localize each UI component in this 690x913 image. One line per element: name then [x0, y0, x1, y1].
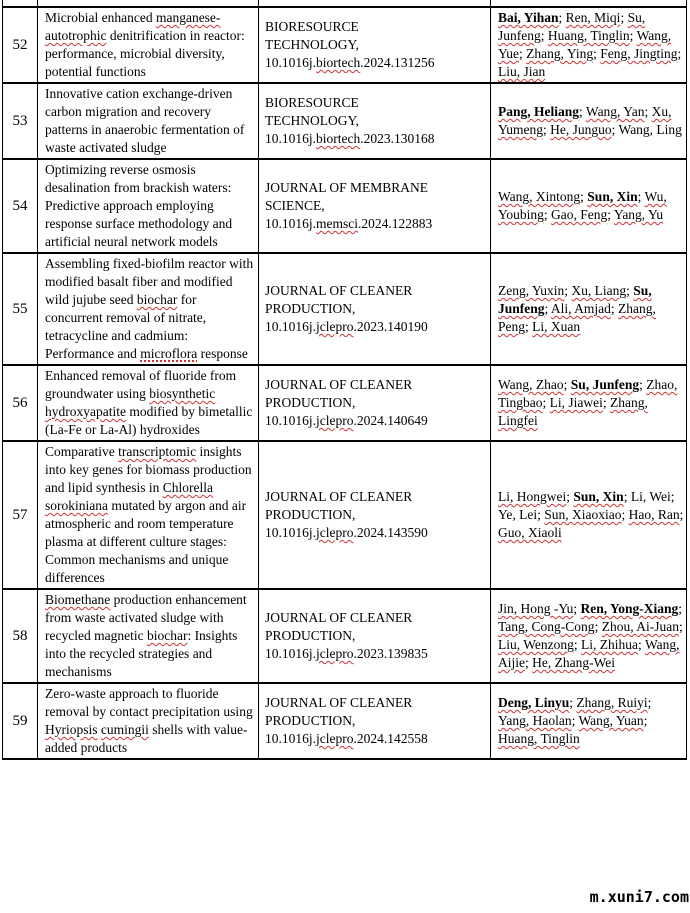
publication-row — [3, 83, 687, 159]
author-name-highlighted: Sun, Xin — [587, 189, 638, 204]
title-text-segment: Innovative cation exchange-driven carbon migration and recovery patterns in anaerobic fermentation of waste activated sludge — [45, 86, 245, 155]
author-separator: ; — [647, 695, 652, 710]
authors-cell — [491, 253, 687, 365]
previous-row-authors-cell — [491, 0, 687, 7]
row-number-cell: 58 — [3, 589, 38, 683]
author-separator: ; — [571, 713, 579, 728]
publication-row — [3, 253, 687, 365]
journal-text-segment: BIORESOURCE — [265, 19, 359, 34]
title-text-segment: Biomethane — [45, 592, 111, 607]
title-text-segment: for concurrent removal of nitrate, tetracycline and cadmium: Performance and — [45, 292, 207, 361]
journal-doi-cell — [259, 589, 491, 683]
author-name: Su, Junfeng — [498, 10, 646, 43]
author-separator: ; — [621, 507, 629, 522]
publication-row — [3, 7, 687, 83]
author-name: Ren, Miqi — [565, 10, 621, 25]
title-text-segment: Enhanced removal of fluoride from groundwater using — [45, 368, 237, 401]
author-name: Ali, Amjad — [550, 301, 611, 316]
previous-row-title-cell — [38, 0, 259, 7]
title-text-segment: microflora — [140, 346, 198, 361]
author-name: Li, Wei — [630, 489, 671, 504]
author-separator: ; — [623, 489, 631, 504]
author-name-highlighted: Su, Junfeng — [498, 283, 652, 316]
journal-text-segment: 10.1016j. — [265, 319, 317, 334]
row-number-cell: 56 — [3, 365, 38, 441]
journal-text-segment: 10.1016j. — [265, 731, 317, 746]
author-separator: ; — [519, 46, 527, 61]
author-separator: ; — [677, 46, 682, 61]
paper-title-cell — [38, 83, 259, 159]
author-name: Zhang, Peng — [498, 301, 656, 334]
title-text-segment: shells with value-added products — [45, 722, 248, 755]
title-text-segment: Assembling fixed-biofilm reactor with modified basalt fiber and modified wild jujube seed — [45, 256, 254, 307]
author-separator: ; — [626, 283, 634, 298]
author-name: Zeng, Yuxin — [498, 283, 565, 298]
author-name-highlighted: Ren, Yong-Xiang — [580, 601, 679, 616]
journal-text-segment: 10.1016j. — [265, 55, 317, 70]
author-name: Liu, Jian — [498, 64, 546, 79]
author-separator: ; — [569, 695, 577, 710]
author-name: Huang, Tinglin — [547, 28, 630, 43]
journal-text-segment: biortech — [316, 55, 361, 70]
author-name: Wang, Aijie — [498, 637, 680, 670]
journal-text-segment: JOURNAL OF CLEANER — [265, 489, 413, 504]
journal-text-segment: biortech — [316, 131, 361, 146]
author-name: Zhou, Ai-Juan — [601, 619, 679, 634]
journal-text-segment: PRODUCTION, — [265, 301, 356, 316]
author-separator: ; — [670, 489, 675, 504]
journal-text-segment: 10.1016j. — [265, 413, 317, 428]
journal-text-segment: jclepro — [316, 319, 354, 334]
journal-doi-cell — [259, 683, 491, 759]
title-text-segment: Microbial enhanced — [45, 10, 156, 25]
title-text-segment: biochar — [136, 292, 178, 307]
journal-text-segment: .2024.131256 — [360, 55, 435, 70]
journal-text-segment: memsci — [316, 216, 359, 231]
paper-title-cell — [38, 159, 259, 253]
author-separator: ; — [537, 507, 545, 522]
author-name-highlighted: Bai, Yihan — [498, 10, 559, 25]
author-name: Wu, Youbing — [498, 189, 667, 222]
authors-cell — [491, 7, 687, 83]
title-text-segment: biochar — [146, 628, 188, 643]
author-name: Xu, Yumeng — [498, 104, 672, 137]
title-text-segment: Zero-waste approach to fluoride removal by contact precipitation using — [45, 686, 253, 719]
title-text-segment: denitrification in reactor: performance, microbial diversity, potential functions — [45, 28, 245, 79]
journal-doi-cell — [259, 83, 491, 159]
journal-text-segment: JOURNAL OF CLEANER — [265, 377, 413, 392]
author-name: Zhang, Ruiyi — [576, 695, 648, 710]
journal-text-segment: PRODUCTION, — [265, 395, 356, 410]
author-name: Wang, Yuan — [578, 713, 644, 728]
paper-title-cell — [38, 589, 259, 683]
author-name: Gao, Feng — [551, 207, 608, 222]
author-separator: ; — [620, 10, 628, 25]
journal-doi-cell — [259, 365, 491, 441]
title-text-segment: sorokiniana — [45, 498, 108, 513]
previous-row-number-cell — [3, 0, 38, 7]
author-name: Li, Xuan — [532, 319, 581, 334]
paper-title-cell — [38, 683, 259, 759]
row-number-cell: 55 — [3, 253, 38, 365]
journal-text-segment: JOURNAL OF MEMBRANE — [265, 180, 429, 195]
journal-text-segment: TECHNOLOGY, — [265, 37, 359, 52]
title-text-segment: biosynthetic hydroxyapatite — [45, 386, 216, 419]
journal-text-segment: jclepro — [316, 646, 354, 661]
journal-text-segment: .2024.122883 — [358, 216, 433, 231]
author-name: Jin, Hong -Yu — [498, 601, 574, 616]
title-text-segment: response — [197, 346, 248, 361]
author-separator: ; — [610, 301, 619, 316]
author-separator: ; — [639, 377, 647, 392]
author-separator: ; — [637, 189, 645, 204]
author-name: Zhang, Lingfei — [498, 395, 648, 428]
author-name: Huang, Tinglin — [498, 731, 580, 746]
author-separator: ; — [573, 637, 582, 652]
publication-row — [3, 441, 687, 589]
authors-cell — [491, 589, 687, 683]
author-separator: ; — [678, 619, 683, 634]
author-separator: ; — [573, 601, 581, 616]
publications-table — [2, 0, 687, 760]
journal-text-segment: .2023.139835 — [353, 646, 428, 661]
row-number-cell: 53 — [3, 83, 38, 159]
authors-cell — [491, 683, 687, 759]
journal-text-segment: 10.1016j. — [265, 525, 317, 540]
author-name: Sun, Xiaoxiao — [544, 507, 622, 522]
author-separator: ; — [607, 207, 614, 222]
journal-text-segment: .2023.140190 — [353, 319, 428, 334]
journal-text-segment: 10.1016j. — [265, 131, 317, 146]
journal-text-segment: 10.1016j. — [265, 216, 317, 231]
title-text-segment: mutated by argon and air atmospheric and room temperature plasma at different culture stages: Common mechanisms and unique differences — [45, 498, 247, 585]
row-number-cell: 57 — [3, 441, 38, 589]
author-separator: ; — [543, 122, 551, 137]
author-name: Zhang, Ying — [526, 46, 594, 61]
author-name: Hao, Ran — [628, 507, 680, 522]
title-text-segment: modified by bimetallic (La-Fe or La-Al) hydroxides — [45, 404, 253, 437]
author-separator: ; — [542, 395, 550, 410]
publication-row — [3, 365, 687, 441]
publication-row — [3, 683, 687, 759]
author-name: Guo, Xiaoli — [498, 525, 562, 540]
title-text-segment: transcriptomic — [118, 444, 197, 459]
author-name: Li, Jiawei — [549, 395, 603, 410]
publications-table-body — [3, 0, 687, 759]
author-separator: ; — [643, 713, 648, 728]
author-name: Tang, Cong-Cong — [498, 619, 595, 634]
author-name-highlighted: Deng, Linyu — [498, 695, 570, 710]
author-separator: ; — [638, 637, 645, 652]
previous-row-fragment — [3, 0, 687, 7]
author-name: Yang, Haolan — [498, 713, 572, 728]
author-separator: ; — [558, 10, 566, 25]
journal-text-segment: JOURNAL OF CLEANER — [265, 610, 413, 625]
journal-text-segment: JOURNAL OF CLEANER — [265, 695, 413, 710]
authors-cell — [491, 365, 687, 441]
author-name: Wang, Yan — [585, 104, 645, 119]
author-name: Feng, Jingting — [600, 46, 678, 61]
journal-text-segment: jclepro — [316, 413, 354, 428]
row-number-cell: 52 — [3, 7, 38, 83]
title-text-segment: : Insights into the recycled strategies and mechanisms — [45, 628, 238, 679]
author-separator: ; — [564, 283, 572, 298]
author-separator: ; — [594, 619, 602, 634]
author-separator: ; — [644, 104, 652, 119]
authors-cell — [491, 83, 687, 159]
author-separator: ; — [525, 319, 533, 334]
author-separator: ; — [678, 601, 683, 616]
paper-title-cell — [38, 365, 259, 441]
authors-cell — [491, 441, 687, 589]
author-name: Zhao, Tingbao — [498, 377, 678, 410]
author-name: Wang, Ling — [618, 122, 682, 137]
previous-row-journal-cell — [259, 0, 491, 7]
author-separator: ; — [540, 28, 548, 43]
watermark: m.xuni7.com — [589, 888, 689, 906]
title-text-segment: Hyriopsis — [45, 722, 98, 737]
author-name-highlighted: Pang, Heliang — [498, 104, 580, 119]
author-name: Li, Zhihua — [581, 637, 639, 652]
title-text-segment: Optimizing reverse osmosis desalination from brackish waters: Predictive approach employing response surface methodology and artificial neural network models — [45, 162, 233, 249]
author-name: Wang, Xintong — [498, 189, 581, 204]
author-name: Wang, Zhao — [498, 377, 564, 392]
author-name: Li, Hongwei — [498, 489, 567, 504]
author-name: He, Junguo — [550, 122, 612, 137]
journal-text-segment: PRODUCTION, — [265, 628, 356, 643]
journal-doi-cell — [259, 159, 491, 253]
author-separator: ; — [580, 189, 588, 204]
author-separator: ; — [579, 104, 586, 119]
row-number-cell: 59 — [3, 683, 38, 759]
publication-row — [3, 159, 687, 253]
author-separator: ; — [629, 28, 637, 43]
journal-text-segment: BIORESOURCE — [265, 95, 359, 110]
journal-doi-cell — [259, 7, 491, 83]
author-name-highlighted: Sun, Xin — [573, 489, 624, 504]
author-separator: ; — [593, 46, 601, 61]
journal-text-segment: JOURNAL OF CLEANER — [265, 283, 413, 298]
journal-text-segment: jclepro — [316, 525, 354, 540]
title-text-segment: Comparative — [45, 444, 119, 459]
paper-title-cell — [38, 441, 259, 589]
author-name: Liu, Wenzong — [498, 637, 574, 652]
author-separator: ; — [563, 377, 571, 392]
title-text-segment: Chlorella — [162, 480, 213, 495]
authors-cell — [491, 159, 687, 253]
author-name: Ye, Lei — [498, 507, 538, 522]
author-separator: ; — [544, 301, 551, 316]
title-text-segment: cumingii — [100, 722, 149, 737]
journal-text-segment: jclepro — [316, 731, 354, 746]
paper-title-cell — [38, 253, 259, 365]
author-name: Wang, Yue — [498, 28, 672, 61]
journal-text-segment: PRODUCTION, — [265, 713, 356, 728]
author-name: He, Zhang-Wei — [532, 655, 616, 670]
title-text-segment: manganese-autotrophic — [45, 10, 221, 43]
author-separator: ; — [566, 489, 574, 504]
journal-text-segment: .2024.140649 — [353, 413, 428, 428]
row-number-cell: 54 — [3, 159, 38, 253]
author-name: Xu, Liang — [571, 283, 627, 298]
journal-doi-cell — [259, 253, 491, 365]
author-separator: ; — [525, 655, 533, 670]
journal-doi-cell — [259, 441, 491, 589]
paper-title-cell — [38, 7, 259, 83]
publication-row — [3, 589, 687, 683]
journal-text-segment: TECHNOLOGY, — [265, 113, 359, 128]
journal-text-segment: .2024.143590 — [353, 525, 428, 540]
journal-text-segment: PRODUCTION, — [265, 507, 356, 522]
journal-text-segment: .2023.130168 — [360, 131, 435, 146]
author-separator: ; — [679, 507, 684, 522]
author-separator: ; — [611, 122, 619, 137]
author-separator: ; — [602, 395, 611, 410]
title-text-segment: production enhancement from waste activated sludge with recycled magnetic — [45, 592, 247, 643]
title-text-segment: insights into key genes for biomass production and lipid synthesis in — [45, 444, 252, 495]
author-name-highlighted: Su, Junfeng — [570, 377, 640, 392]
author-name: Yang, Yu — [613, 207, 664, 222]
author-separator: ; — [543, 207, 552, 222]
journal-text-segment: 10.1016j. — [265, 646, 317, 661]
journal-text-segment: SCIENCE, — [265, 198, 325, 213]
journal-text-segment: .2024.142558 — [353, 731, 428, 746]
